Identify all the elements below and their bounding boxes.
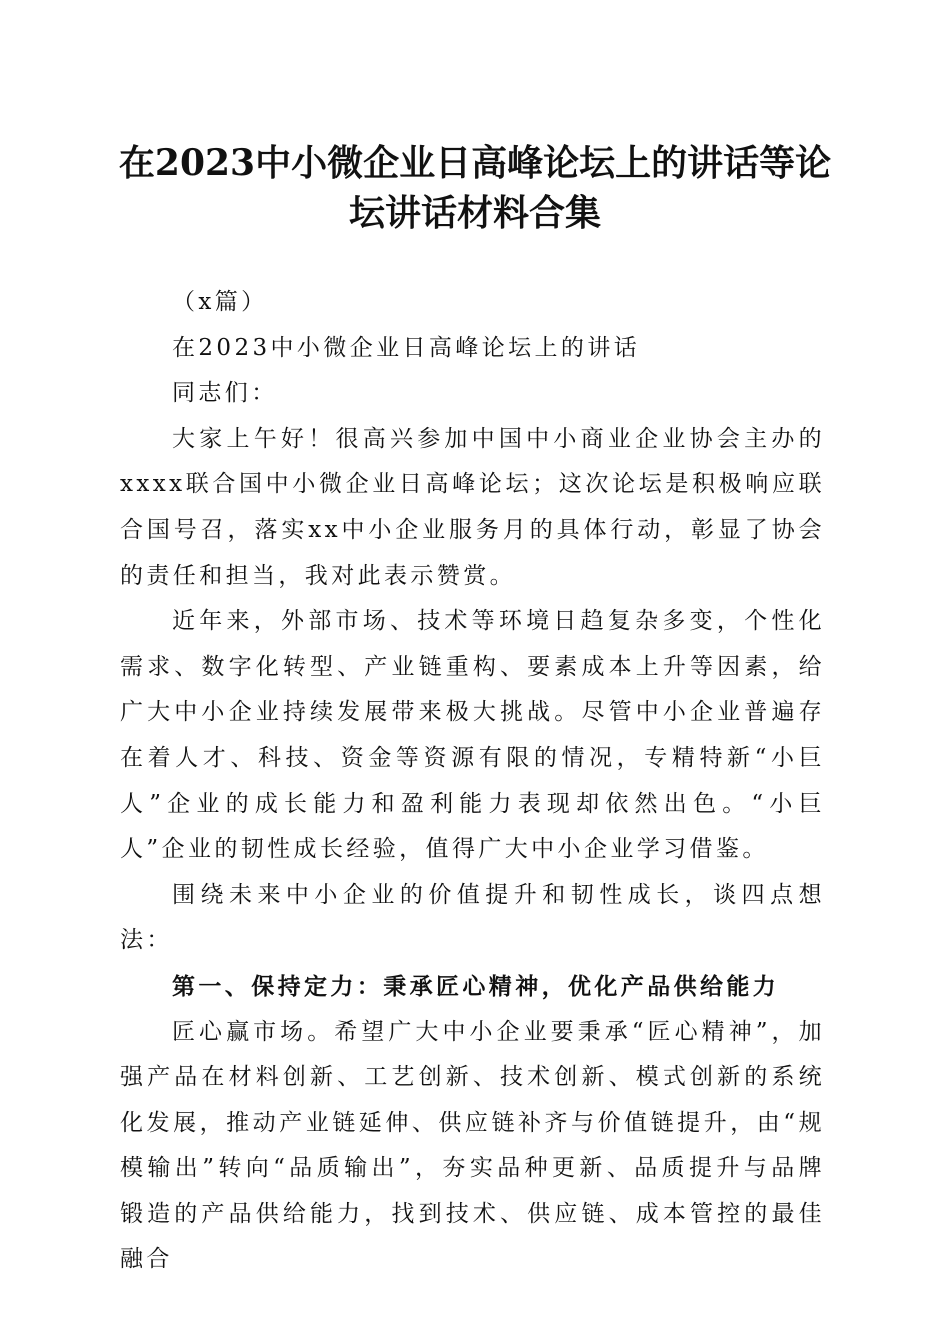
document-body [120, 280, 825, 1283]
paragraph-greeting: 大家上午好！很高兴参加中国中小商业企业协会主办的xxxx联合国中小微企业日高峰论坛；这次论坛是积极响应联合国号召，落实xx中小企业服务月的具体行动，彰显了协会的责任和担当，我对此表示赞赏。 [120, 425, 825, 589]
title-line-1: 在2023中小微企业日高峰论坛上的讲话等论 [118, 142, 832, 184]
salutation: 同志们： [172, 380, 278, 407]
section-heading-1: 第一、保持定力：秉承匠心精神，优化产品供给能力 [172, 972, 780, 1000]
paragraph-intro-points: 围绕未来中小企业的价值提升和韧性成长，谈四点想法： [120, 881, 825, 954]
paragraph-craftsmanship: 匠心赢市场。希望广大中小企业要秉承“匠心精神”，加强产品在材料创新、工艺创新、技术创新、模式创新的系统化发展，推动产业链延伸、供应链补齐与价值链提升，由“规模输出”转向“品质输出”，夯实品种更新、品质提升与品牌锻造的产品供给能力，找到技术、供应链、成本管控的最佳融合 [120, 1018, 825, 1273]
speech-title: 在2023中小微企业日高峰论坛上的讲话 [172, 334, 641, 361]
document-title [110, 138, 840, 238]
title-line-2: 坛讲话材料合集 [348, 192, 601, 234]
paragraph-background: 近年来，外部市场、技术等环境日趋复杂多变，个性化需求、数字化转型、产业链重构、要素成本上升等因素，给广大中小企业持续发展带来极大挑战。尽管中小企业普遍存在着人才、科技、资金等资源有限的情况，专精特新“小巨人”企业的成长能力和盈利能力表现却依然出色。“小巨人”企业的韧性成长经验，值得广大中小企业学习借鉴。 [120, 608, 825, 863]
article-count: （x篇） [172, 289, 268, 315]
